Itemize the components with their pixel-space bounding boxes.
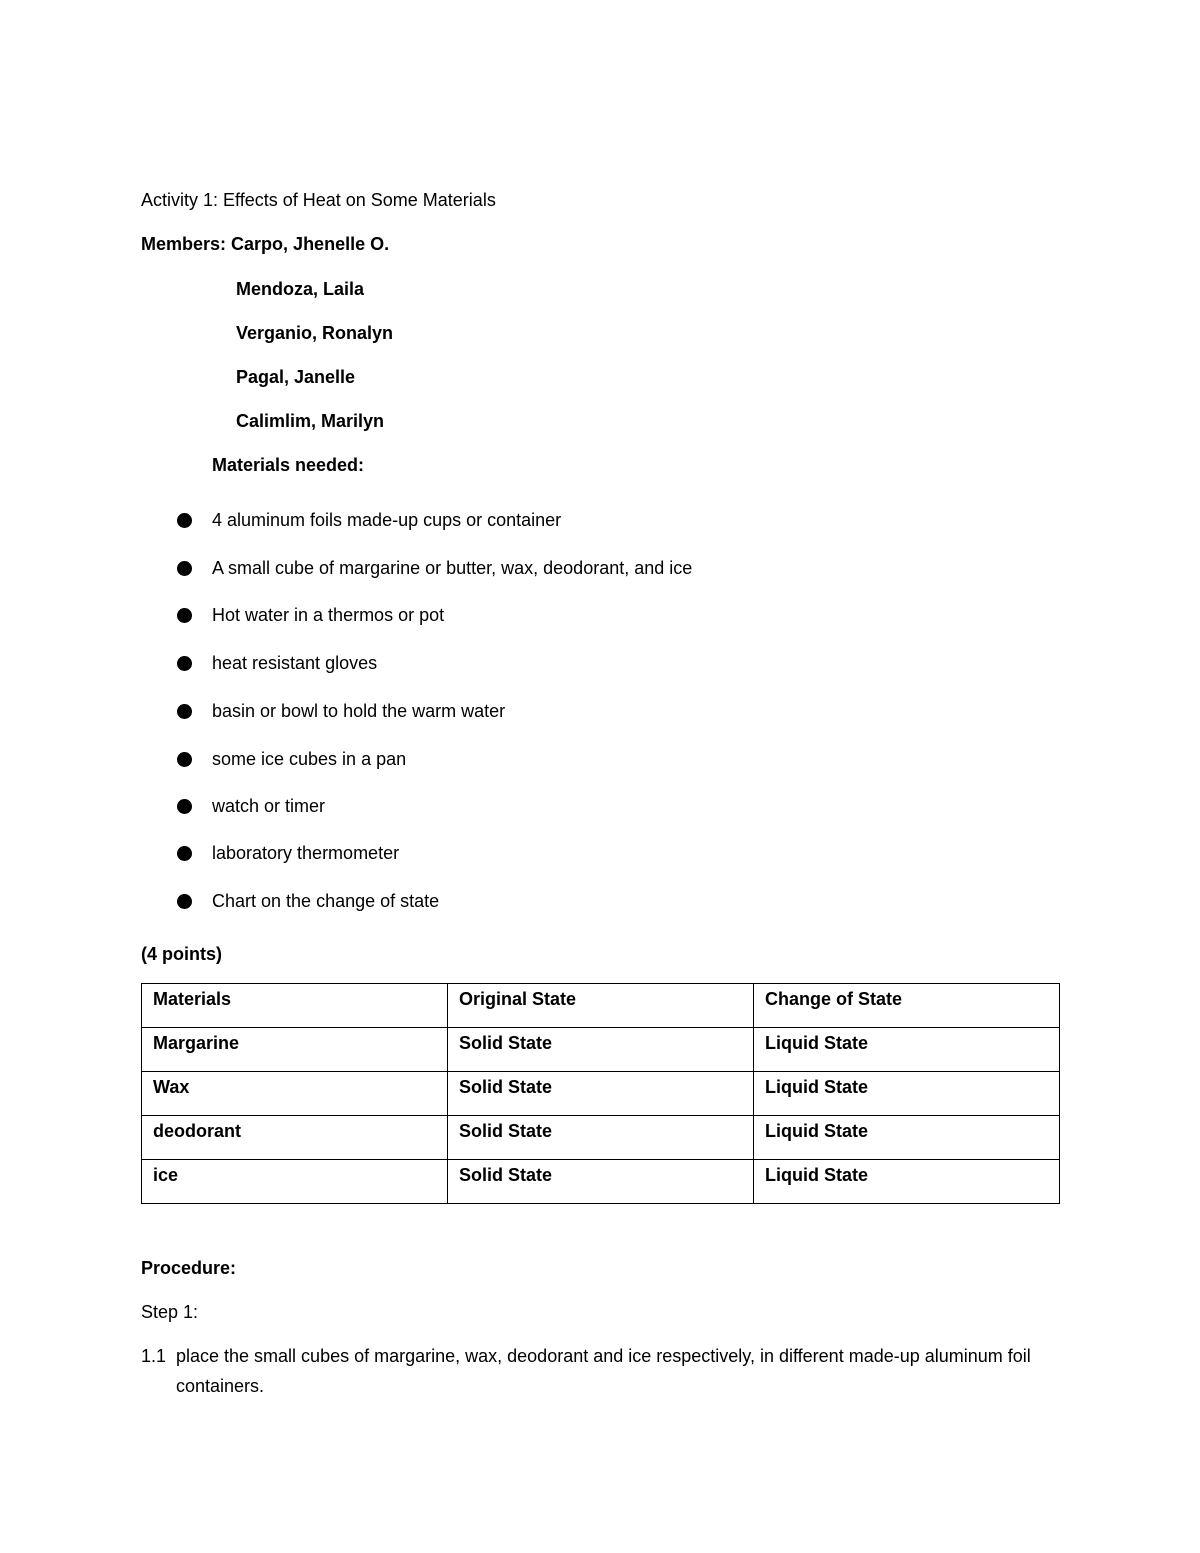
table-cell: deodorant bbox=[142, 1116, 448, 1160]
table-cell: Solid State bbox=[448, 1160, 754, 1204]
table-header-row bbox=[142, 984, 1060, 1028]
bullet-icon bbox=[177, 799, 192, 814]
table-cell: Liquid State bbox=[754, 1160, 1060, 1204]
members-line bbox=[141, 233, 389, 255]
table-cell: Wax bbox=[142, 1072, 448, 1116]
list-item-text: laboratory thermometer bbox=[212, 843, 400, 863]
list-item-text: A small cube of margarine or butter, wax, deodorant, and ice bbox=[212, 558, 693, 578]
table-cell: Solid State bbox=[448, 1028, 754, 1072]
table-cell: Liquid State bbox=[754, 1072, 1060, 1116]
list-item bbox=[177, 556, 692, 580]
points-label: (4 points) bbox=[141, 944, 222, 964]
step-heading: Step 1: bbox=[141, 1302, 199, 1322]
members-label: Members: bbox=[141, 234, 227, 254]
bullet-icon bbox=[177, 894, 192, 909]
bullet-icon bbox=[177, 704, 192, 719]
list-item-text: 4 aluminum foils made-up cups or container bbox=[212, 510, 562, 530]
list-item bbox=[177, 794, 325, 818]
bullet-icon bbox=[177, 561, 192, 576]
list-item bbox=[177, 699, 505, 723]
table-row bbox=[142, 1028, 1060, 1072]
activity-title-text: Activity 1: Effects of Heat on Some Materials bbox=[141, 190, 496, 210]
table-cell: Solid State bbox=[448, 1072, 754, 1116]
bullet-icon bbox=[177, 846, 192, 861]
list-item-text: basin or bowl to hold the warm water bbox=[212, 701, 506, 721]
list-item-text: watch or timer bbox=[212, 796, 326, 816]
procedure-heading: Procedure: bbox=[141, 1258, 237, 1278]
member-name: Carpo, Jhenelle O. bbox=[231, 234, 390, 254]
list-item bbox=[177, 841, 399, 865]
member-name: Verganio, Ronalyn bbox=[236, 323, 394, 343]
bullet-icon bbox=[177, 608, 192, 623]
activity-title bbox=[141, 189, 496, 211]
table-cell: Margarine bbox=[142, 1028, 448, 1072]
bullet-icon bbox=[177, 656, 192, 671]
change-of-state-table bbox=[141, 983, 1060, 1204]
list-item bbox=[177, 651, 377, 675]
table-header-cell: Materials bbox=[142, 984, 448, 1028]
table-row bbox=[142, 1072, 1060, 1116]
table-header-cell: Change of State bbox=[754, 984, 1060, 1028]
list-item bbox=[177, 889, 439, 913]
table-row bbox=[142, 1116, 1060, 1160]
list-item-text: some ice cubes in a pan bbox=[212, 749, 407, 769]
step-text: place the small cubes of margarine, wax, deodorant and ice respectively, in different made-up aluminum foil containers. bbox=[176, 1346, 1031, 1396]
bullet-icon bbox=[177, 752, 192, 767]
table-row bbox=[142, 1160, 1060, 1204]
list-item-text: Chart on the change of state bbox=[212, 891, 440, 911]
materials-heading: Materials needed: bbox=[212, 455, 365, 475]
table-cell: ice bbox=[142, 1160, 448, 1204]
list-item-text: heat resistant gloves bbox=[212, 653, 378, 673]
list-item-text: Hot water in a thermos or pot bbox=[212, 605, 445, 625]
list-item bbox=[177, 603, 444, 627]
list-item bbox=[177, 747, 406, 771]
bullet-icon bbox=[177, 513, 192, 528]
list-item bbox=[177, 508, 561, 532]
table-header-cell: Original State bbox=[448, 984, 754, 1028]
step-number: 1.1 bbox=[141, 1346, 167, 1366]
table-cell: Solid State bbox=[448, 1116, 754, 1160]
member-name: Calimlim, Marilyn bbox=[236, 411, 385, 431]
table-cell: Liquid State bbox=[754, 1116, 1060, 1160]
table-cell: Liquid State bbox=[754, 1028, 1060, 1072]
member-name: Pagal, Janelle bbox=[236, 367, 356, 387]
member-name: Mendoza, Laila bbox=[236, 279, 365, 299]
